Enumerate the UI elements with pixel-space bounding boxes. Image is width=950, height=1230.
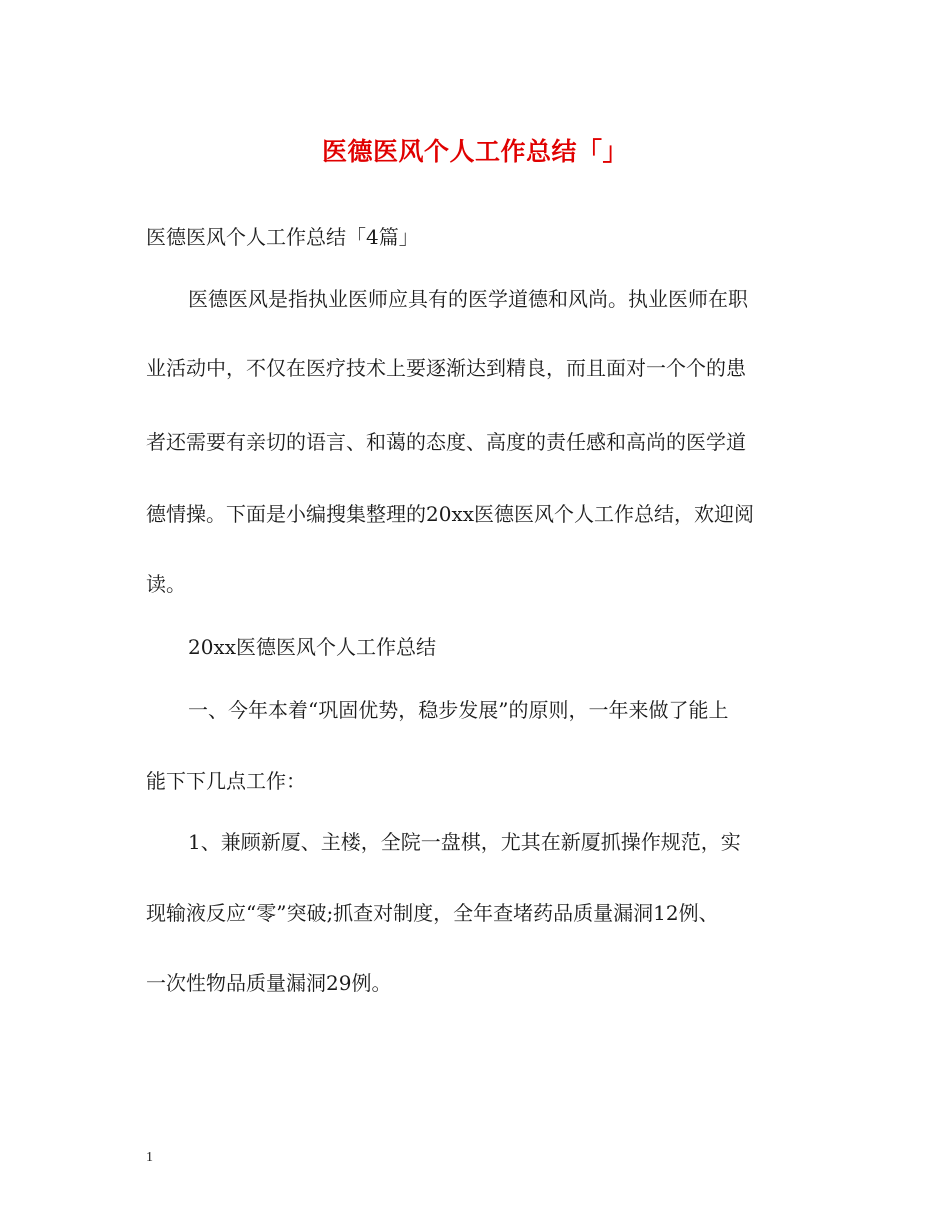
item-one-line: 一、今年本着“巩固优势，稳步发展”的原则，一年来做了能上	[188, 698, 729, 722]
section-heading: 20xx医德医风个人工作总结	[188, 635, 437, 659]
item-two-line: 1、兼顾新厦、主楼，全院一盘棋，尤其在新厦抓操作规范，实	[188, 830, 741, 854]
page-title: 医德医风个人工作总结「」	[321, 137, 628, 166]
item-two-line: 现输液反应“零”突破;抓查对制度，全年查堵药品质量漏洞12例、	[146, 901, 719, 925]
page-number: 1	[146, 1150, 153, 1165]
intro-paragraph-line: 医德医风是指执业医师应具有的医学道德和风尚。执业医师在职	[188, 287, 748, 311]
intro-paragraph-line: 德情操。下面是小编搜集整理的20xx医德医风个人工作总结，欢迎阅	[146, 502, 755, 526]
item-one-line: 能下下几点工作：	[146, 769, 306, 793]
intro-paragraph-line: 业活动中，不仅在医疗技术上要逐渐达到精良，而且面对一个个的患	[146, 356, 746, 380]
intro-paragraph-line: 者还需要有亲切的语言、和蔼的态度、高度的责任感和高尚的医学道	[146, 430, 746, 454]
item-two-line: 一次性物品质量漏洞29例。	[146, 971, 392, 995]
intro-paragraph-line: 读。	[146, 572, 186, 596]
document-subtitle: 医德医风个人工作总结「4篇」	[146, 225, 419, 249]
